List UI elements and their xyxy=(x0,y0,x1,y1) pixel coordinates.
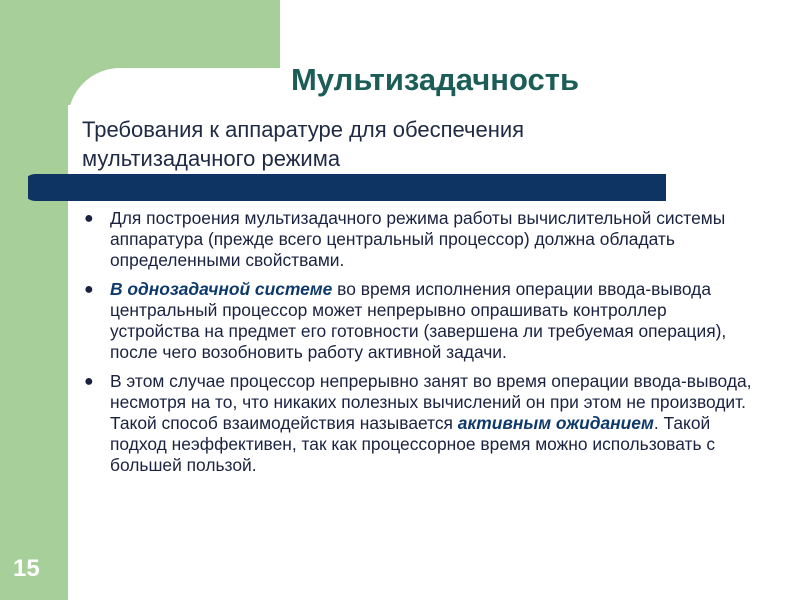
divider-bar xyxy=(22,174,666,201)
bullet-emphasis: активным ожиданием xyxy=(457,413,654,433)
bullet-emphasis: В однозадачной системе xyxy=(110,279,333,299)
divider-green-cap xyxy=(0,174,28,201)
subtitle-line-1: Требования к аппаратуре для обеспечения xyxy=(82,117,525,142)
bullet-dot-icon: ● xyxy=(84,373,94,390)
page-number: 15 xyxy=(13,555,40,582)
bullet-item xyxy=(82,279,752,363)
bullet-item xyxy=(82,208,752,271)
bullet-dot-icon: ● xyxy=(84,281,94,298)
slide-title: Мультизадачность xyxy=(290,62,580,97)
subtitle-line-2: мультизадачного режима xyxy=(82,146,341,171)
bullet-dot-icon: ● xyxy=(84,210,94,227)
bullet-item xyxy=(82,371,752,476)
bullet-text: В этом случае процессор непрерывно занят во время операции ввода-вывода, несмотря на то, что никаких полезных вычислений он при этом не производит. Такой способ взаимодействия называется xyxy=(110,371,752,433)
bullet-text: во время исполнения операции ввода-вывода центральный процессор может непрерывно опрашивать контроллер устройства на предмет его готовности (завершена ли требуемая операция), после чего возобновить работу активной задачи. xyxy=(110,279,727,362)
decor-green-left xyxy=(0,0,68,600)
slide-subtitle xyxy=(82,115,682,173)
bullet-list xyxy=(82,208,752,484)
bullet-text: Для построения мультизадачного режима работы вычислительной системы аппаратура (прежде всего центральный процессор) должна обладать определенными свойствами. xyxy=(110,208,726,270)
bullet-text: . Такой подход неэффективен, так как процессорное время можно использовать с большей пользой. xyxy=(110,413,716,475)
